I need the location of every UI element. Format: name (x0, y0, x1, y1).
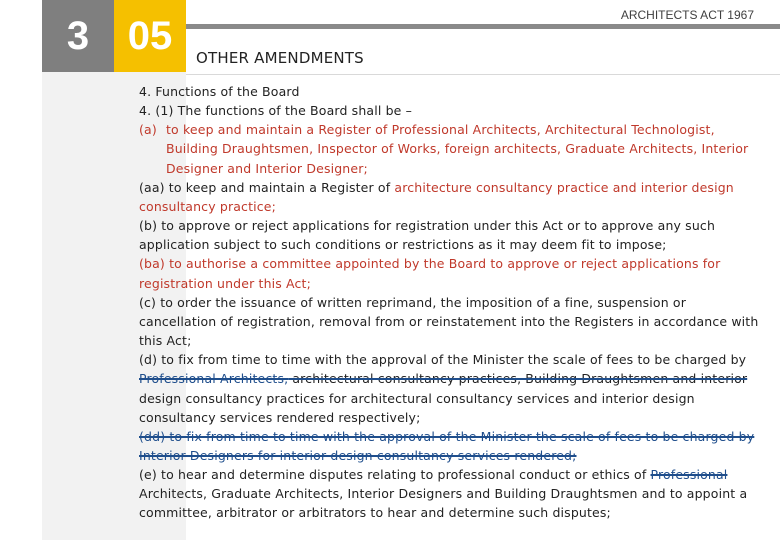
header-rule (186, 24, 780, 29)
clause-a-label: (a) (139, 122, 157, 138)
clause-d (139, 350, 763, 427)
section-number: 05 (127, 13, 173, 58)
clause-e (139, 465, 763, 522)
document-body (139, 82, 763, 523)
content-rule (186, 74, 780, 75)
clause-e-prefix: (e) to hear and determine disputes relating to professional conduct or ethics of (139, 467, 651, 483)
section-title: OTHER AMENDMENTS (196, 49, 364, 67)
clause-d-deleted-1: Professional Architects, (139, 371, 289, 387)
clause-a-text: to keep and maintain a Register of Professional Architects, Architectural Technologist, Building Draughtsmen, Inspector of Works, foreign architects, Graduate Architects, Interior Designer and Interior Designer; (166, 122, 749, 176)
clause-ba: (ba) to authorise a committee appointed by the Board to approve or reject applications for registration under this Act; (139, 256, 721, 291)
intro-paragraph: 4. (1) The functions of the Board shall be – (139, 103, 413, 119)
clause-dd-deleted: (dd) to fix from time to time with the approval of the Minister the scale of fees to be charged by Interior Designers for interior design consultancy services rendered; (139, 428, 755, 463)
chapter-number-badge (42, 0, 114, 72)
clause-aa (139, 178, 763, 216)
clause-aa-prefix: (aa) to keep and maintain a Register of (139, 179, 395, 195)
clause-c: (c) to order the issuance of written reprimand, the imposition of a fine, suspension or cancellation of registration, removal from or reinstatement into the Registers in accordance with this Act; (139, 294, 759, 349)
clause-e-deleted: Professional (650, 467, 728, 483)
chapter-number: 3 (66, 13, 90, 58)
clause-d-prefix: (d) to fix from time to time with the approval of the Minister the scale of fees to be charged by (139, 352, 747, 368)
clause-d-deleted-2: architectural consultancy practices, Building Draughtsmen and interior (288, 371, 748, 387)
act-title: ARCHITECTS ACT 1967 (620, 8, 754, 22)
clause-b: (b) to approve or reject applications for registration under this Act or to approve any such application subject to such conditions or restrictions as it may deem fit to impose; (139, 218, 716, 253)
section-number-badge (114, 0, 186, 72)
clause-aa-amended: architecture consultancy practice and interior design consultancy practice; (139, 179, 734, 214)
section-heading: 4. Functions of the Board (139, 84, 300, 99)
clause-d-rest: design consultancy practices for architectural consultancy services and interior design consultancy services rendered respectively; (139, 390, 695, 425)
clause-e-rest: Architects, Graduate Architects, Interior Designers and Building Draughtsmen and to appoint a committee, arbitrator or arbitrators to hear and determine such disputes; (139, 486, 748, 521)
clause-a (139, 120, 763, 177)
